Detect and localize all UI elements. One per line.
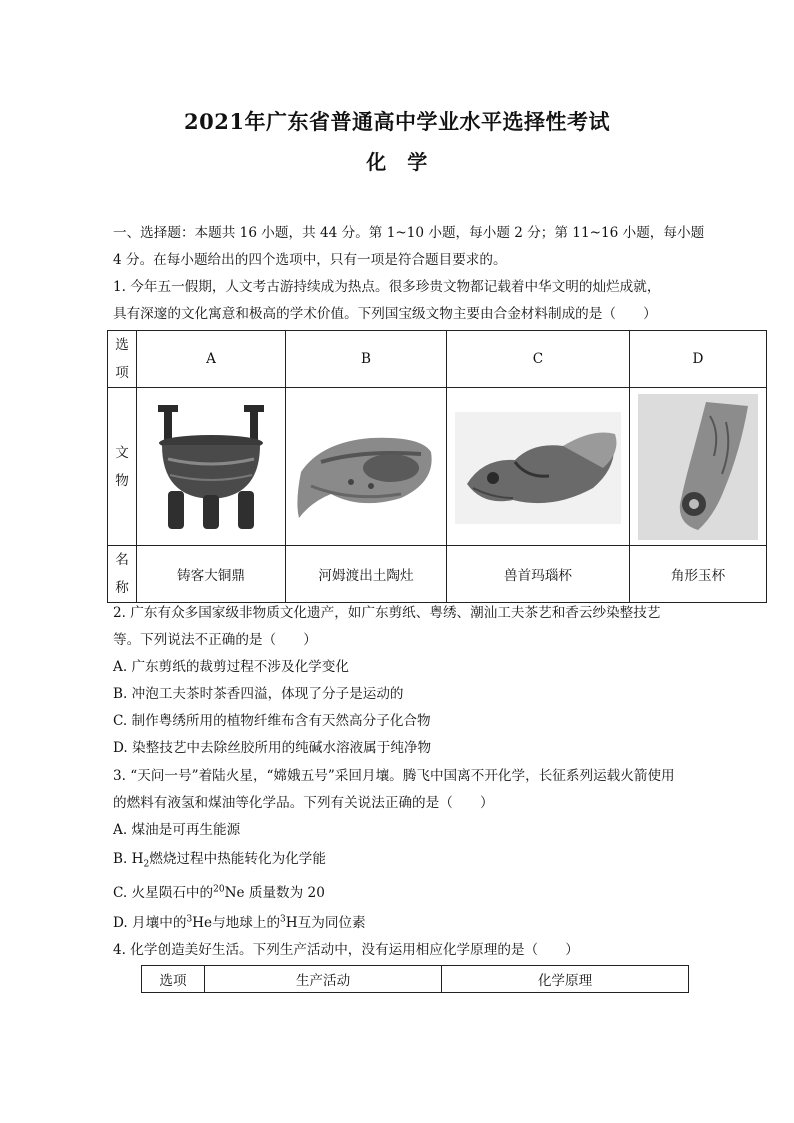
option-a-header: A bbox=[137, 331, 286, 388]
section-instructions-line2: 4 分。在每小题给出的四个选项中，只有一项是符合题目要求的。 bbox=[113, 252, 507, 268]
question-4-stem: 4. 化学创造美好生活。下列生产活动中，没有运用相应化学原理的是（ ） bbox=[113, 942, 579, 958]
question-2-option-c: C. 制作粤绣所用的植物纤维布含有天然高分子化合物 bbox=[113, 713, 431, 729]
option-b-header: B bbox=[286, 331, 447, 388]
question-3-option-c: C. 火星陨石中的$^{20}$Ne 质量数为 20 bbox=[113, 884, 325, 901]
question-1-table bbox=[107, 330, 767, 603]
pottery-stove-image bbox=[286, 388, 447, 546]
question-2-option-b: B. 冲泡工夫茶时茶香四溢，体现了分子是运动的 bbox=[113, 686, 404, 702]
question-3-stem-line2: 的燃料有液氢和煤油等化学品。下列有关说法正确的是（ ） bbox=[113, 795, 494, 811]
option-b-name: 河姆渡出土陶灶 bbox=[286, 546, 447, 603]
question-2-stem-line2: 等。下列说法不正确的是（ ） bbox=[113, 632, 317, 648]
section-instructions-line1: 一、选择题：本题共 16 小题，共 44 分。第 1~10 小题，每小题 2 分；第 11~16 小题，每小题 bbox=[113, 225, 705, 241]
question-1-stem-line2: 具有深邃的文化寓意和极高的学术价值。下列国宝级文物主要由合金材料制成的是（ ） bbox=[113, 306, 657, 322]
page-title: 2021年广东省普通高中学业水平选择性考试 bbox=[184, 109, 610, 134]
table-header-principle: 化学原理 bbox=[442, 966, 689, 993]
subject-title: 化 学 bbox=[366, 150, 428, 174]
table-header-activity: 生产活动 bbox=[205, 966, 442, 993]
question-2-option-d: D. 染整技艺中去除丝胶所用的纯碱水溶液属于纯净物 bbox=[113, 740, 432, 756]
question-3-option-a: A. 煤油是可再生能源 bbox=[113, 822, 241, 838]
question-3-option-b: B. $H_2$燃烧过程中热能转化为化学能 bbox=[113, 851, 326, 870]
option-c-header: C bbox=[447, 331, 630, 388]
question-3-option-d: D. 月壤中的$^3$He与地球上的$^3$H互为同位素 bbox=[113, 914, 366, 931]
row-label-artifact: 文 物 bbox=[108, 388, 137, 546]
table-header-option: 选项 bbox=[142, 966, 205, 993]
question-2-stem-line1: 2. 广东有众多国家级非物质文化遗产，如广东剪纸、粤绣、潮汕工夫茶艺和香云纱染整技艺 bbox=[113, 605, 661, 621]
question-2-option-a: A. 广东剪纸的裁剪过程不涉及化学变化 bbox=[113, 659, 349, 675]
option-d-header: D bbox=[630, 331, 767, 388]
bronze-ding-image bbox=[137, 388, 286, 546]
option-c-name: 兽首玛瑙杯 bbox=[447, 546, 630, 603]
option-a-name: 铸客大铜鼎 bbox=[137, 546, 286, 603]
question-3-stem-line1: 3. “天问一号”着陆火星，“嫦娥五号”采回月壤。腾飞中国离不开化学，长征系列运载火箭使用 bbox=[113, 768, 675, 784]
row-label-name: 名 称 bbox=[108, 546, 137, 603]
question-1-stem-line1: 1. 今年五一假期，人文考古游持续成为热点。很多珍贵文物都记载着中华文明的灿烂成就， bbox=[113, 279, 661, 295]
row-label-option: 选 项 bbox=[108, 331, 137, 388]
question-4-table bbox=[141, 965, 689, 993]
option-d-name: 角形玉杯 bbox=[630, 546, 767, 603]
agate-rhyton-image bbox=[447, 388, 630, 546]
jade-horn-cup-image bbox=[630, 388, 767, 546]
